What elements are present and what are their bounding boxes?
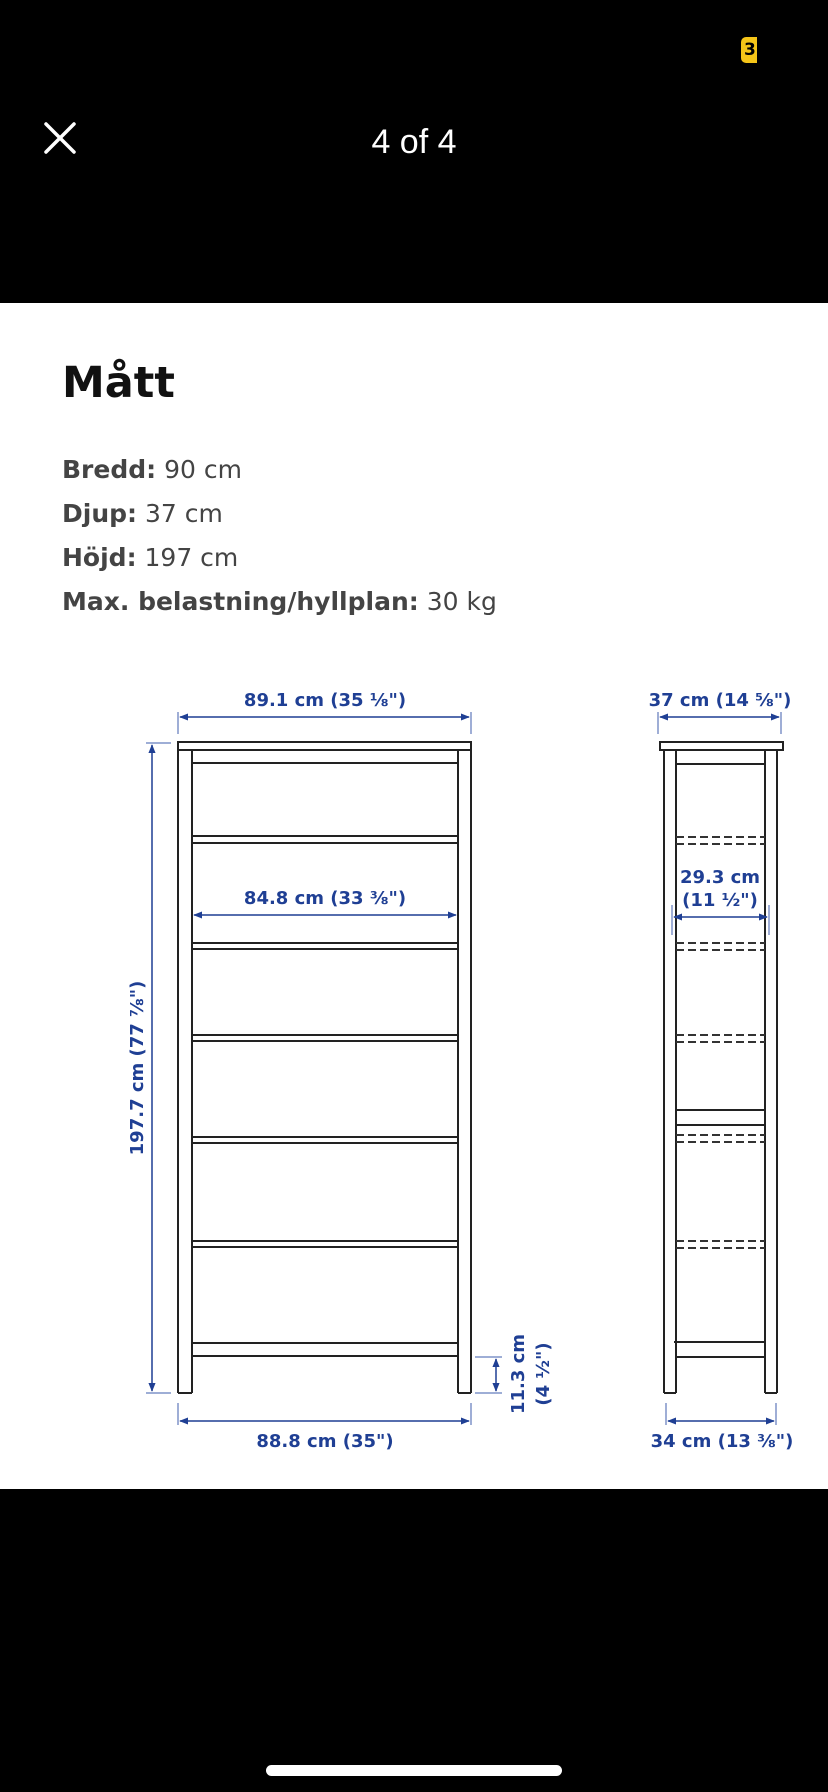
spec-value: 30 kg (426, 587, 497, 616)
spec-value: 90 cm (164, 455, 242, 484)
front-top-width-label: 89.1 cm (35 ⅛") (243, 690, 407, 711)
plinth-height-cm-label: 11.3 cm (508, 1333, 529, 1415)
image-counter-title: 4 of 4 (371, 123, 457, 161)
front-bottom-width-label: 88.8 cm (35") (256, 1431, 394, 1452)
front-view (178, 742, 471, 1393)
spec-label: Djup: (62, 499, 138, 528)
home-indicator[interactable] (266, 1765, 562, 1776)
spec-value: 197 cm (144, 543, 239, 572)
plinth-height-in-label: (4 ½") (533, 1342, 554, 1406)
front-dimension-lines (146, 712, 502, 1425)
spec-label: Max. belastning/hyllplan: (62, 587, 419, 616)
side-top-depth-label: 37 cm (14 ⅝") (648, 690, 792, 711)
spec-label: Bredd: (62, 455, 157, 484)
side-shelf-depth-cm-label: 29.3 cm (679, 867, 761, 888)
notification-badge[interactable]: 3 (741, 37, 757, 63)
front-inner-width-label: 84.8 cm (33 ⅜") (243, 888, 407, 909)
side-bottom-depth-label: 34 cm (13 ⅜") (650, 1431, 794, 1452)
front-height-label: 197.7 cm (77 ⅞") (127, 980, 148, 1156)
spec-label: Höjd: (62, 543, 137, 572)
side-shelf-depth-in-label: (11 ½") (682, 890, 758, 911)
side-view (660, 742, 783, 1393)
page-title: Mått (62, 358, 175, 408)
spec-value: 37 cm (144, 499, 223, 528)
